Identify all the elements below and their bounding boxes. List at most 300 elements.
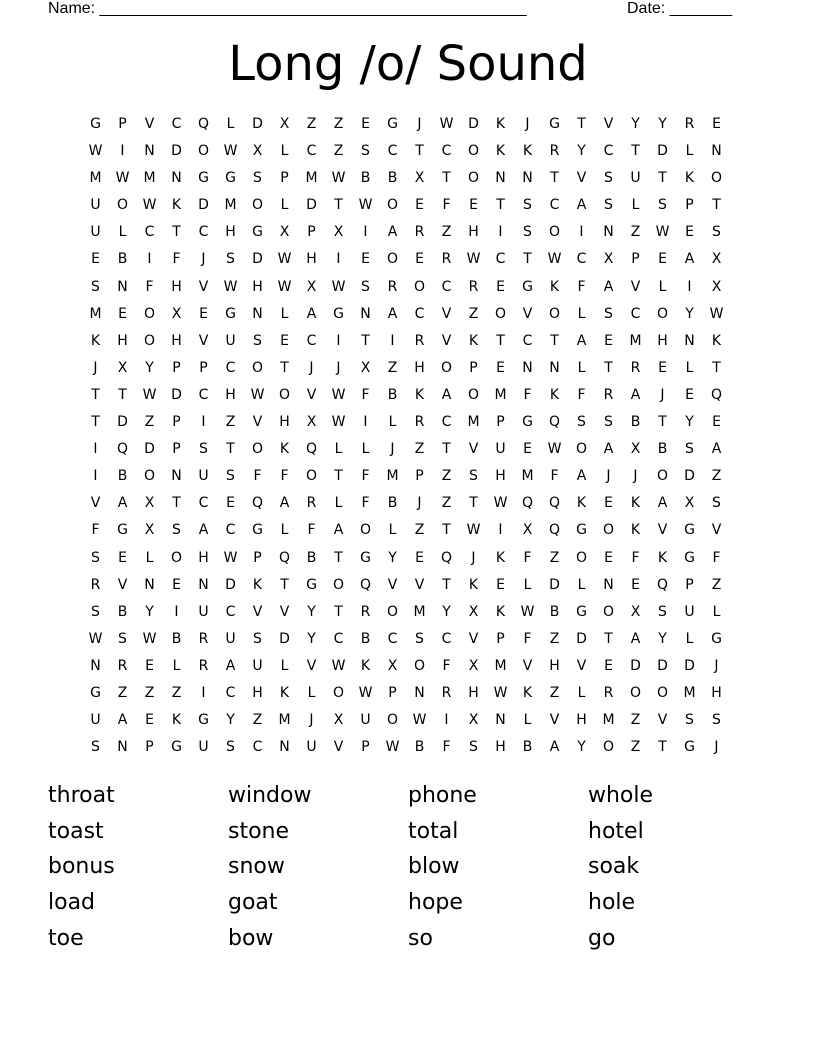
grid-letter: N bbox=[90, 657, 101, 674]
grid-letter: F bbox=[172, 251, 181, 268]
word-bank-item: hope bbox=[408, 890, 463, 916]
grid-row bbox=[82, 328, 742, 355]
grid-row bbox=[82, 274, 742, 301]
grid-letter: W bbox=[331, 170, 346, 187]
grid-letter: S bbox=[685, 441, 694, 458]
grid-letter: E bbox=[604, 332, 613, 349]
grid-letter: G bbox=[252, 224, 263, 241]
grid-letter: X bbox=[711, 251, 722, 268]
grid-letter: U bbox=[90, 224, 101, 241]
grid-letter: N bbox=[144, 576, 155, 593]
grid-letter: P bbox=[280, 170, 289, 187]
grid-letter: T bbox=[496, 332, 505, 349]
grid-letter: O bbox=[305, 468, 318, 485]
grid-letter: X bbox=[630, 441, 641, 458]
grid-letter: C bbox=[306, 143, 317, 160]
grid-letter: E bbox=[496, 576, 505, 593]
grid-letter: X bbox=[522, 522, 533, 539]
grid-letter: F bbox=[523, 386, 532, 403]
grid-letter: W bbox=[466, 251, 481, 268]
grid-letter: T bbox=[712, 359, 721, 376]
grid-letter: J bbox=[714, 739, 719, 756]
grid-letter: X bbox=[630, 603, 641, 620]
grid-letter: L bbox=[685, 143, 694, 160]
grid-letter: T bbox=[280, 576, 289, 593]
grid-letter: C bbox=[198, 224, 209, 241]
grid-letter: N bbox=[198, 576, 209, 593]
grid-letter: G bbox=[225, 305, 236, 322]
grid-letter: N bbox=[603, 224, 614, 241]
grid-letter: W bbox=[115, 170, 130, 187]
grid-letter: K bbox=[630, 522, 641, 539]
word-bank-item: whole bbox=[588, 783, 654, 808]
grid-letter: L bbox=[523, 712, 532, 729]
grid-letter: Q bbox=[251, 495, 264, 512]
grid-letter: D bbox=[468, 116, 479, 132]
grid-letter: L bbox=[145, 549, 154, 566]
grid-letter: J bbox=[309, 359, 314, 376]
grid-letter: L bbox=[280, 522, 289, 539]
grid-letter: A bbox=[603, 441, 614, 458]
grid-letter: P bbox=[496, 414, 505, 431]
grid-letter: L bbox=[280, 143, 289, 160]
grid-letter: H bbox=[468, 684, 479, 701]
grid-letter: Y bbox=[631, 116, 640, 132]
grid-letter: A bbox=[441, 386, 452, 403]
word-bank-item: toe bbox=[48, 925, 84, 951]
grid-letter: P bbox=[631, 251, 640, 268]
grid-letter: P bbox=[172, 414, 181, 431]
grid-letter: Z bbox=[549, 630, 560, 647]
grid-letter: C bbox=[171, 116, 182, 132]
grid-letter: H bbox=[549, 657, 560, 674]
grid-letter: E bbox=[415, 549, 424, 566]
grid-letter: M bbox=[494, 657, 507, 674]
grid-letter: E bbox=[712, 414, 721, 431]
grid-letter: D bbox=[171, 143, 182, 160]
grid-letter: G bbox=[90, 684, 101, 701]
grid-letter: O bbox=[602, 522, 615, 539]
grid-letter: V bbox=[117, 576, 128, 593]
grid-letter: F bbox=[442, 657, 451, 674]
grid-letter: C bbox=[198, 386, 209, 403]
grid-letter: T bbox=[334, 197, 343, 214]
grid-letter: W bbox=[709, 305, 724, 322]
grid-letter: W bbox=[547, 251, 562, 268]
grid-letter: X bbox=[279, 224, 290, 241]
grid-letter: L bbox=[577, 684, 586, 701]
grid-letter: C bbox=[414, 305, 425, 322]
grid-letter: C bbox=[576, 251, 587, 268]
grid-letter: K bbox=[684, 170, 695, 187]
grid-letter: T bbox=[334, 603, 343, 620]
grid-letter: Q bbox=[548, 414, 561, 431]
grid-letter: Y bbox=[307, 630, 316, 647]
word-bank-item: hotel bbox=[588, 818, 644, 844]
grid-letter: T bbox=[712, 197, 721, 214]
grid-letter: O bbox=[251, 197, 264, 214]
grid-letter: C bbox=[387, 143, 398, 160]
grid-letter: R bbox=[117, 657, 128, 674]
grid-letter: R bbox=[360, 603, 371, 620]
grid-letter: T bbox=[469, 495, 478, 512]
grid-letter: B bbox=[522, 739, 533, 756]
grid-letter: H bbox=[279, 414, 290, 431]
word-bank-item: blow bbox=[408, 854, 460, 880]
grid-letter: K bbox=[630, 495, 641, 512]
grid-letter: W bbox=[331, 386, 346, 403]
grid-letter: M bbox=[224, 197, 237, 214]
grid-letter: H bbox=[171, 332, 182, 349]
grid-letter: Y bbox=[577, 143, 586, 160]
grid-letter: W bbox=[277, 278, 292, 295]
grid-letter: D bbox=[117, 414, 128, 431]
grid-letter: T bbox=[118, 386, 127, 403]
grid-letter: E bbox=[361, 251, 370, 268]
grid-letter: V bbox=[522, 657, 533, 674]
grid-letter: F bbox=[523, 630, 532, 647]
grid-letter: T bbox=[442, 170, 451, 187]
grid-letter: Z bbox=[117, 684, 128, 701]
grid-letter: Q bbox=[548, 495, 561, 512]
grid-letter: J bbox=[309, 712, 314, 729]
grid-letter: B bbox=[360, 170, 371, 187]
grid-letter: E bbox=[199, 305, 208, 322]
grid-letter: S bbox=[91, 603, 100, 620]
grid-letter: W bbox=[466, 522, 481, 539]
grid-letter: U bbox=[198, 468, 209, 485]
grid-letter: T bbox=[658, 739, 667, 756]
grid-letter: K bbox=[549, 386, 560, 403]
grid-letter: K bbox=[495, 143, 506, 160]
grid-letter: W bbox=[142, 197, 157, 214]
grid-letter: A bbox=[279, 495, 290, 512]
grid-letter: K bbox=[468, 332, 479, 349]
grid-letter: E bbox=[496, 359, 505, 376]
grid-letter: F bbox=[91, 522, 100, 539]
grid-letter: I bbox=[201, 684, 206, 701]
grid-letter: E bbox=[172, 576, 181, 593]
grid-row bbox=[82, 680, 742, 707]
grid-letter: E bbox=[415, 251, 424, 268]
grid-letter: F bbox=[280, 468, 289, 485]
grid-letter: N bbox=[360, 305, 371, 322]
grid-letter: X bbox=[279, 116, 290, 132]
grid-letter: G bbox=[333, 305, 344, 322]
grid-letter: S bbox=[91, 549, 100, 566]
grid-letter: N bbox=[495, 712, 506, 729]
grid-letter: I bbox=[174, 603, 179, 620]
grid-letter: K bbox=[549, 278, 560, 295]
grid-letter: P bbox=[253, 549, 262, 566]
grid-letter: X bbox=[333, 712, 344, 729]
grid-letter: B bbox=[387, 170, 398, 187]
word-bank-item: soak bbox=[588, 854, 640, 880]
grid-letter: R bbox=[468, 278, 479, 295]
grid-letter: O bbox=[710, 170, 723, 187]
grid-letter: H bbox=[225, 386, 236, 403]
grid-letter: W bbox=[385, 739, 400, 756]
grid-letter: F bbox=[361, 468, 370, 485]
grid-letter: O bbox=[548, 224, 561, 241]
grid-letter: V bbox=[522, 305, 533, 322]
grid-letter: B bbox=[630, 414, 641, 431]
grid-letter: S bbox=[604, 197, 613, 214]
grid-letter: Z bbox=[387, 359, 398, 376]
grid-letter: C bbox=[441, 414, 452, 431]
grid-letter: N bbox=[171, 468, 182, 485]
grid-letter: O bbox=[413, 278, 426, 295]
word-bank-item: load bbox=[48, 890, 96, 916]
grid-letter: I bbox=[498, 522, 503, 539]
grid-letter: C bbox=[441, 278, 452, 295]
grid-letter: W bbox=[142, 386, 157, 403]
grid-letter: P bbox=[307, 224, 316, 241]
grid-letter: E bbox=[118, 549, 127, 566]
grid-letter: W bbox=[358, 197, 373, 214]
grid-letter: U bbox=[198, 603, 209, 620]
grid-letter: P bbox=[415, 468, 424, 485]
grid-letter: L bbox=[388, 414, 397, 431]
grid-letter: T bbox=[172, 224, 181, 241]
grid-letter: K bbox=[522, 143, 533, 160]
grid-letter: T bbox=[172, 495, 181, 512]
grid-letter: H bbox=[711, 684, 722, 701]
grid-letter: P bbox=[496, 630, 505, 647]
grid-letter: A bbox=[657, 495, 668, 512]
grid-letter: S bbox=[91, 278, 100, 295]
grid-letter: U bbox=[90, 712, 101, 729]
grid-letter: M bbox=[278, 712, 291, 729]
grid-letter: A bbox=[684, 251, 695, 268]
grid-letter: J bbox=[525, 116, 530, 132]
grid-letter: T bbox=[334, 468, 343, 485]
grid-letter: F bbox=[361, 495, 370, 512]
grid-letter: T bbox=[226, 441, 235, 458]
grid-letter: U bbox=[225, 630, 236, 647]
grid-letter: U bbox=[360, 712, 371, 729]
grid-letter: T bbox=[550, 170, 559, 187]
grid-row bbox=[82, 463, 742, 490]
grid-letter: T bbox=[280, 359, 289, 376]
grid-letter: U bbox=[495, 441, 506, 458]
grid-letter: L bbox=[577, 576, 586, 593]
grid-letter: S bbox=[226, 251, 235, 268]
grid-letter: E bbox=[415, 197, 424, 214]
grid-letter: Z bbox=[630, 712, 641, 729]
grid-letter: M bbox=[629, 332, 642, 349]
grid-letter: A bbox=[603, 278, 614, 295]
grid-letter: K bbox=[495, 116, 506, 132]
grid-letter: V bbox=[441, 332, 452, 349]
grid-letter: V bbox=[306, 657, 317, 674]
grid-letter: O bbox=[251, 359, 264, 376]
grid-letter: J bbox=[714, 657, 719, 674]
grid-letter: X bbox=[306, 278, 317, 295]
grid-letter: H bbox=[198, 549, 209, 566]
grid-letter: L bbox=[523, 576, 532, 593]
grid-letter: Z bbox=[144, 684, 155, 701]
word-bank-item: window bbox=[228, 783, 312, 808]
grid-letter: F bbox=[550, 468, 559, 485]
grid-letter: S bbox=[253, 332, 262, 349]
grid-letter: W bbox=[493, 495, 508, 512]
grid-letter: E bbox=[523, 441, 532, 458]
grid-letter: H bbox=[252, 278, 263, 295]
grid-letter: D bbox=[684, 468, 695, 485]
grid-letter: V bbox=[306, 386, 317, 403]
grid-letter: L bbox=[226, 116, 235, 132]
grid-letter: M bbox=[386, 468, 399, 485]
grid-letter: P bbox=[469, 359, 478, 376]
grid-letter: S bbox=[604, 305, 613, 322]
grid-letter: O bbox=[116, 197, 129, 214]
grid-letter: W bbox=[358, 684, 373, 701]
grid-letter: N bbox=[522, 170, 533, 187]
grid-letter: E bbox=[91, 251, 100, 268]
grid-row bbox=[82, 192, 742, 219]
grid-letter: R bbox=[441, 251, 452, 268]
grid-letter: H bbox=[306, 251, 317, 268]
word-bank bbox=[48, 778, 768, 956]
grid-letter: L bbox=[685, 630, 694, 647]
grid-letter: X bbox=[414, 170, 425, 187]
grid-letter: E bbox=[226, 495, 235, 512]
grid-row bbox=[82, 409, 742, 436]
grid-letter: F bbox=[523, 549, 532, 566]
grid-letter: V bbox=[90, 495, 101, 512]
grid-letter: Z bbox=[414, 441, 425, 458]
grid-letter: U bbox=[630, 170, 641, 187]
grid-letter: G bbox=[360, 549, 371, 566]
grid-letter: E bbox=[118, 305, 127, 322]
grid-letter: O bbox=[467, 386, 480, 403]
word-bank-item: stone bbox=[228, 818, 290, 844]
grid-letter: J bbox=[201, 251, 206, 268]
grid-letter: V bbox=[252, 414, 263, 431]
grid-letter: S bbox=[253, 170, 262, 187]
grid-letter: H bbox=[414, 359, 425, 376]
grid-letter: X bbox=[171, 305, 182, 322]
grid-letter: A bbox=[549, 739, 560, 756]
grid-letter: F bbox=[442, 739, 451, 756]
grid-letter: W bbox=[655, 224, 670, 241]
grid-letter: O bbox=[143, 332, 156, 349]
grid-letter: B bbox=[549, 603, 560, 620]
grid-letter: L bbox=[280, 197, 289, 214]
grid-letter: E bbox=[469, 197, 478, 214]
grid-letter: E bbox=[685, 386, 694, 403]
grid-letter: F bbox=[577, 386, 586, 403]
grid-letter: O bbox=[386, 712, 399, 729]
grid-letter: R bbox=[441, 684, 452, 701]
grid-letter: C bbox=[441, 630, 452, 647]
grid-letter: Z bbox=[414, 522, 425, 539]
grid-row bbox=[82, 707, 742, 734]
grid-letter: O bbox=[494, 305, 507, 322]
grid-letter: Q bbox=[440, 549, 453, 566]
grid-letter: T bbox=[91, 386, 100, 403]
grid-letter: B bbox=[117, 468, 128, 485]
grid-letter: F bbox=[631, 549, 640, 566]
grid-letter: A bbox=[576, 468, 587, 485]
grid-letter: Y bbox=[685, 414, 694, 431]
grid-letter: V bbox=[630, 278, 641, 295]
grid-letter: N bbox=[117, 278, 128, 295]
grid-letter: X bbox=[144, 495, 155, 512]
grid-letter: D bbox=[279, 630, 290, 647]
grid-letter: E bbox=[361, 116, 370, 132]
grid-letter: O bbox=[656, 305, 669, 322]
grid-letter: E bbox=[712, 116, 721, 132]
grid-letter: W bbox=[88, 630, 103, 647]
grid-letter: C bbox=[198, 495, 209, 512]
grid-letter: T bbox=[91, 414, 100, 431]
grid-letter: D bbox=[198, 197, 209, 214]
grid-letter: S bbox=[253, 630, 262, 647]
grid-letter: B bbox=[117, 603, 128, 620]
grid-letter: W bbox=[88, 143, 103, 160]
grid-letter: J bbox=[417, 495, 422, 512]
grid-letter: S bbox=[415, 630, 424, 647]
grid-letter: X bbox=[144, 522, 155, 539]
grid-letter: Y bbox=[658, 116, 667, 132]
grid-letter: L bbox=[307, 684, 316, 701]
grid-letter: T bbox=[658, 170, 667, 187]
grid-letter: F bbox=[577, 278, 586, 295]
grid-letter: O bbox=[413, 657, 426, 674]
grid-letter: K bbox=[495, 603, 506, 620]
grid-letter: M bbox=[89, 305, 102, 322]
grid-letter: Y bbox=[307, 603, 316, 620]
grid-letter: M bbox=[143, 170, 156, 187]
grid-letter: W bbox=[142, 630, 157, 647]
grid-letter: X bbox=[333, 224, 344, 241]
grid-letter: T bbox=[604, 630, 613, 647]
grid-row bbox=[82, 626, 742, 653]
grid-letter: K bbox=[252, 576, 263, 593]
word-bank-item: hole bbox=[588, 890, 636, 916]
grid-letter: O bbox=[332, 576, 345, 593]
grid-letter: W bbox=[331, 278, 346, 295]
grid-letter: I bbox=[579, 224, 584, 241]
grid-letter: S bbox=[469, 468, 478, 485]
grid-letter: Z bbox=[549, 549, 560, 566]
grid-letter: S bbox=[658, 603, 667, 620]
grid-letter: R bbox=[306, 495, 317, 512]
grid-letter: W bbox=[223, 143, 238, 160]
grid-letter: V bbox=[252, 603, 263, 620]
grid-letter: U bbox=[252, 657, 263, 674]
grid-letter: G bbox=[576, 603, 587, 620]
grid-letter: N bbox=[171, 170, 182, 187]
grid-letter: I bbox=[363, 224, 368, 241]
grid-letter: Y bbox=[442, 603, 451, 620]
grid-letter: G bbox=[198, 170, 209, 187]
grid-letter: J bbox=[336, 359, 341, 376]
grid-letter: X bbox=[468, 712, 479, 729]
grid-letter: O bbox=[386, 603, 399, 620]
grid-letter: J bbox=[93, 359, 98, 376]
grid-letter: S bbox=[577, 414, 586, 431]
grid-letter: L bbox=[361, 441, 370, 458]
grid-letter: K bbox=[522, 684, 533, 701]
grid-letter: C bbox=[225, 684, 236, 701]
grid-letter: F bbox=[442, 197, 451, 214]
grid-letter: O bbox=[440, 359, 453, 376]
grid-letter: A bbox=[333, 522, 344, 539]
grid-letter: A bbox=[117, 712, 128, 729]
